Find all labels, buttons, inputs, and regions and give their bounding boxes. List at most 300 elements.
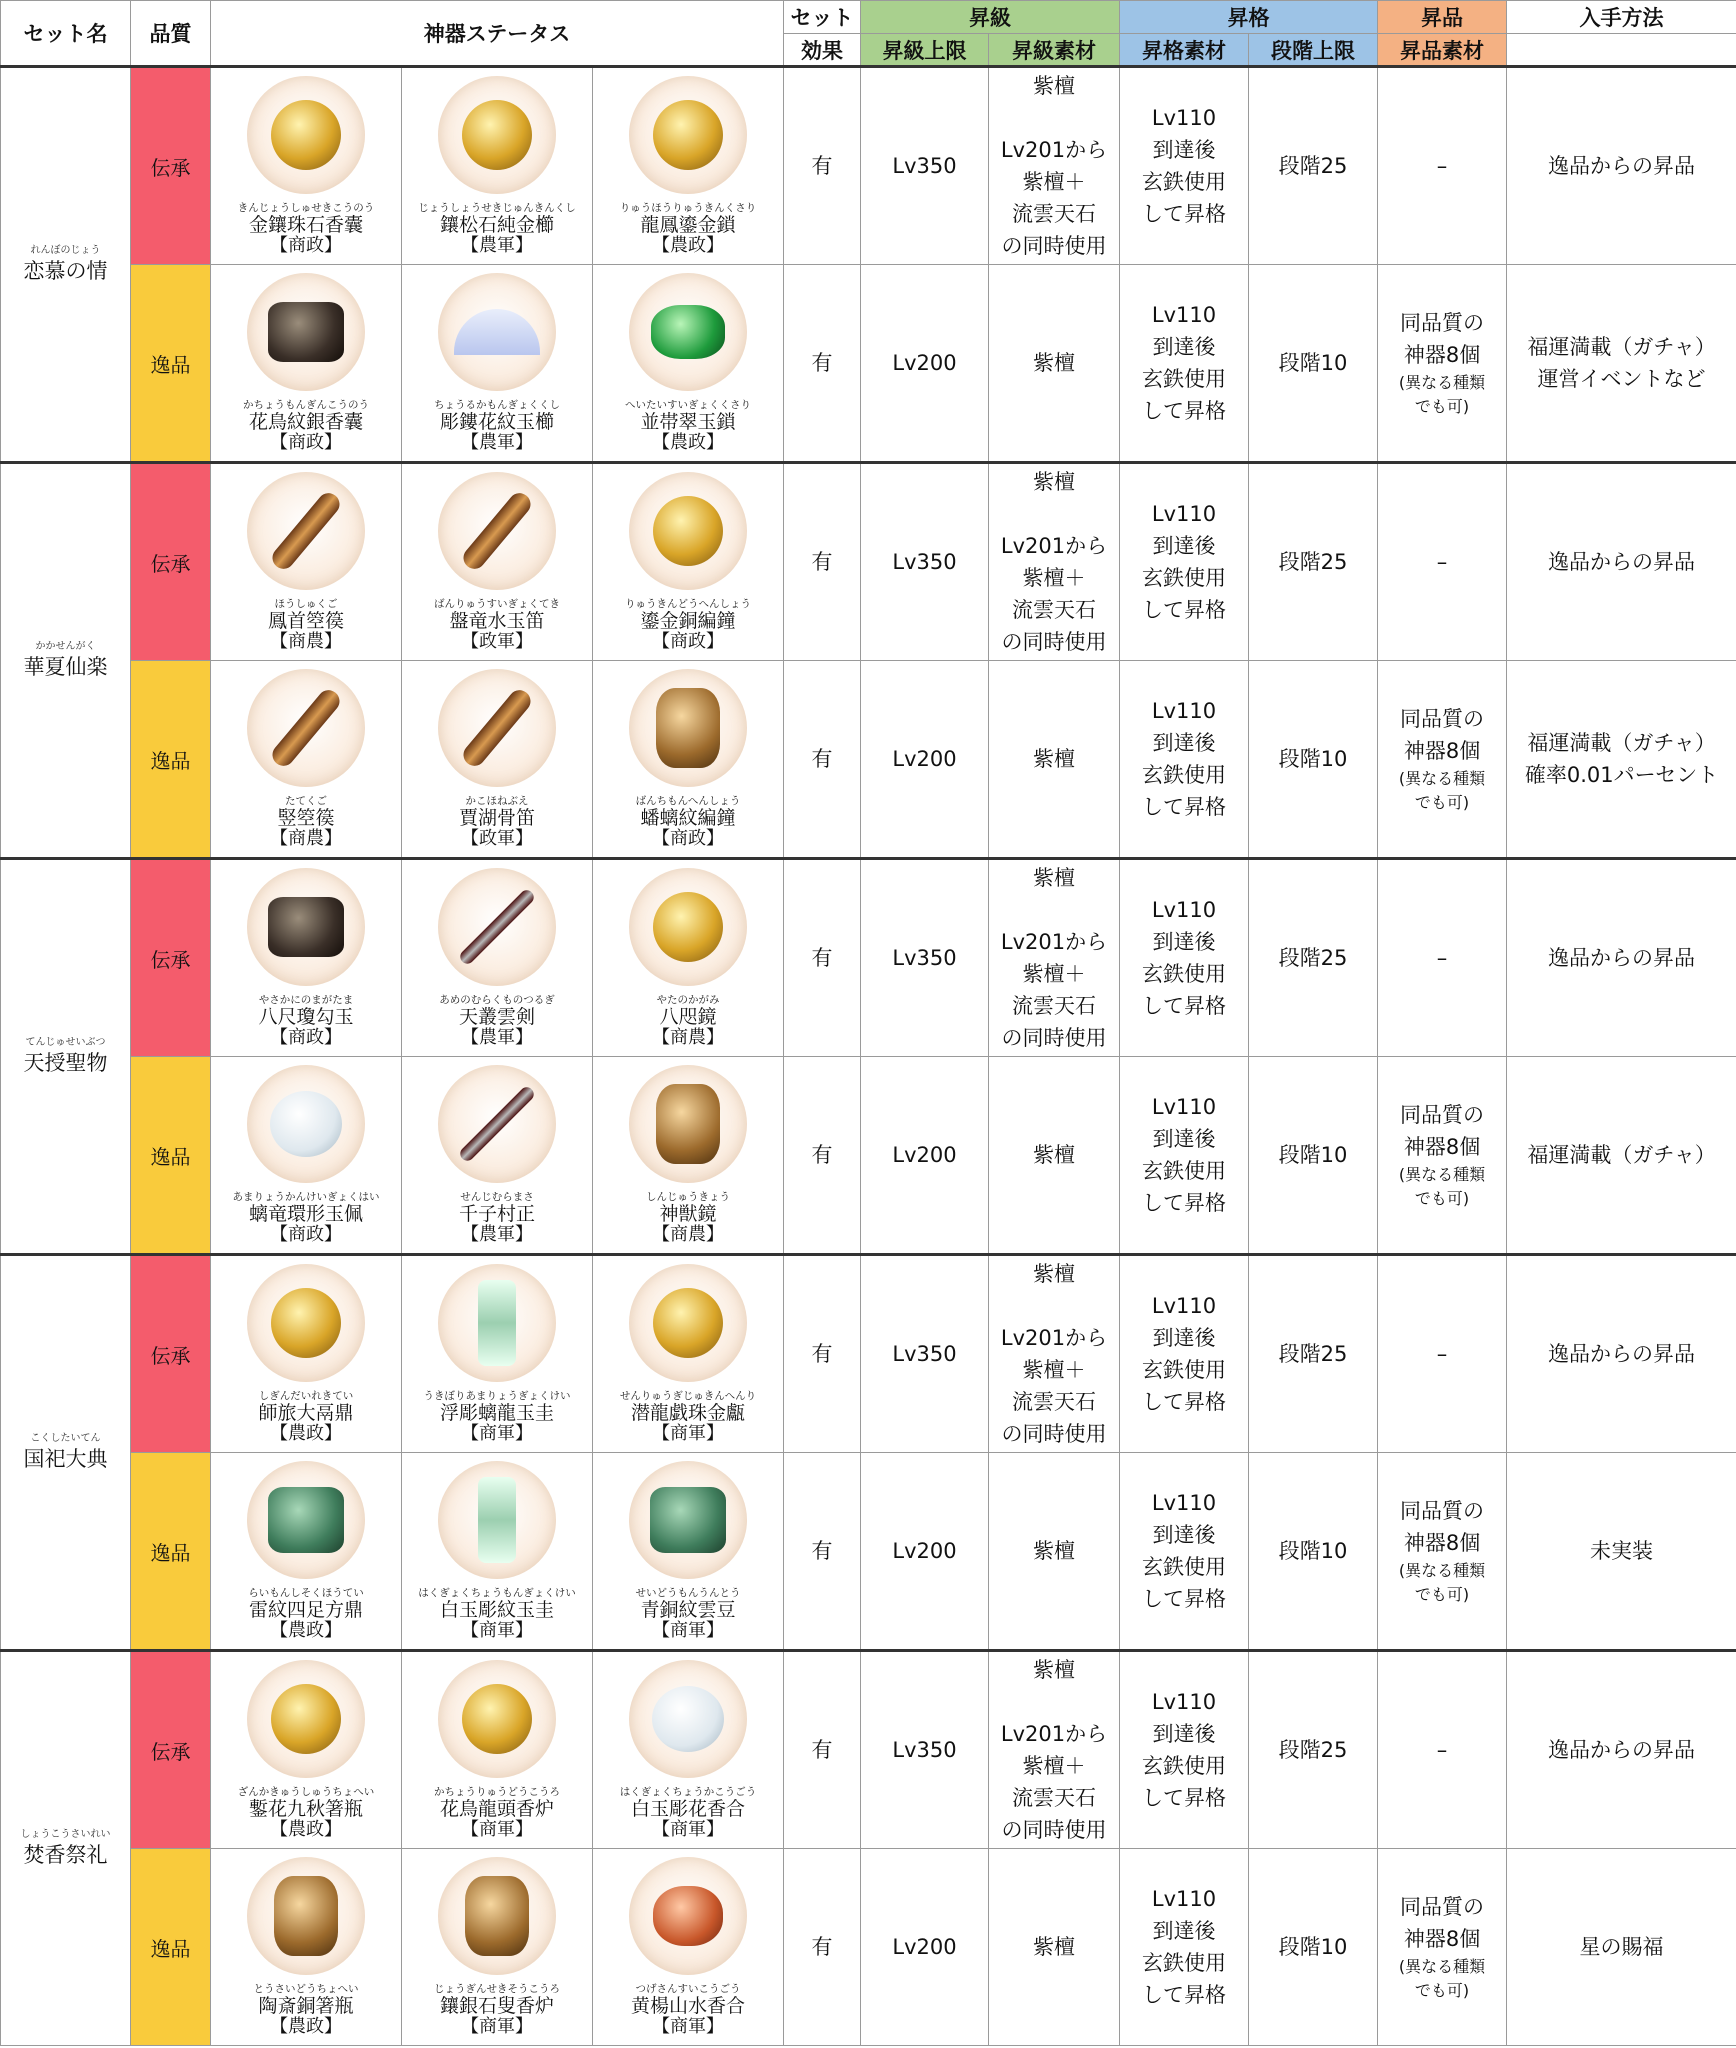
artifact-ruby: ばんちもんへんしょう — [635, 795, 741, 807]
acquire-method — [1507, 1651, 1736, 1849]
cell-line: 確率0.01パーセント — [1524, 763, 1719, 787]
header-shohin-material: 昇品素材 — [1378, 34, 1507, 67]
artifact-art — [457, 1084, 536, 1163]
cell-line: の同時使用 — [1001, 234, 1107, 258]
shokaku-material — [1120, 1453, 1249, 1651]
artifact-art — [274, 1876, 338, 1956]
quality-badge-denshou: 伝承 — [131, 1651, 211, 1849]
artifact-tag: 【商軍】 — [652, 1620, 725, 1642]
jade-artifact-icon — [629, 273, 747, 391]
header-shokaku: 昇格 — [1120, 1, 1378, 34]
artifact-name: 八尺瓊勾玉 — [258, 1005, 354, 1028]
cell-line: (異なる種類 — [1398, 1561, 1486, 1580]
artifact-cell — [593, 859, 784, 1057]
artifact-ruby: うきぼりあまりょうぎょくけい — [423, 1390, 571, 1402]
artifact-name: 神獣鏡 — [659, 1202, 717, 1225]
artifact-tag: 【商政】 — [270, 1224, 342, 1246]
cell-line: の同時使用 — [1001, 1422, 1107, 1446]
cell-line: 逸品からの昇品 — [1548, 1738, 1696, 1762]
set-effect: 有 — [784, 1453, 861, 1651]
artifact-cell — [593, 661, 784, 859]
cell-line: 紫檀 — [1033, 74, 1076, 98]
artifact-name: 賈湖骨笛 — [458, 806, 535, 829]
stage-limit: 段階25 — [1249, 1255, 1378, 1453]
artifact — [402, 1453, 592, 1649]
shokaku-material — [1120, 1057, 1249, 1255]
artifact-ruby: あまりょうかんけいぎょくはい — [232, 1191, 380, 1203]
artifact-tag: 【政軍】 — [461, 631, 533, 653]
artifact — [211, 464, 401, 660]
gold-artifact-icon — [629, 472, 747, 590]
artifact-art — [653, 892, 723, 962]
set-name-cell — [1, 859, 131, 1255]
cell-line: 到達後 — [1152, 1722, 1216, 1746]
header-set-effect-2: 効果 — [784, 34, 861, 67]
artifact — [402, 1256, 592, 1452]
cell-line: 到達後 — [1152, 335, 1216, 359]
shokyu-material — [989, 463, 1120, 661]
artifact-name: 鳳首箜篌 — [267, 609, 344, 632]
artifact-art — [652, 1686, 724, 1752]
acquire-method — [1507, 265, 1736, 463]
artifact-name: 白玉彫花香合 — [631, 1797, 746, 1820]
artifact-ruby: せんじむらまさ — [460, 1191, 534, 1203]
table-row — [1, 1849, 1736, 2046]
cell-line: 同品質の — [1400, 707, 1485, 731]
cell-line: 玄鉄使用 — [1142, 1358, 1227, 1382]
artifact-ruby: はくぎょくちょうかこうごう — [619, 1786, 757, 1798]
artifact-cell — [593, 1057, 784, 1255]
set-effect: 有 — [784, 1849, 861, 2046]
set-effect: 有 — [784, 1651, 861, 1849]
cell-line: 到達後 — [1152, 1127, 1216, 1151]
artifact-ruby: りゅうきんどうへんしょう — [625, 598, 752, 610]
artifact-art — [462, 100, 532, 170]
artifact-cell — [402, 1849, 593, 2046]
shokaku-material — [1120, 463, 1249, 661]
cell-line: 運営イベントなど — [1537, 367, 1706, 391]
jadeslab-artifact-icon — [438, 1461, 556, 1579]
artifact-tag: 【農軍】 — [461, 235, 533, 257]
cell-line: 紫檀 — [1033, 1262, 1076, 1286]
artifact-ruby: ちょうるかもんぎょくくし — [434, 399, 560, 411]
cell-line: の同時使用 — [1001, 1026, 1107, 1050]
artifact-name: 青銅紋雲豆 — [640, 1598, 736, 1621]
jadeslab-artifact-icon — [438, 1264, 556, 1382]
artifact-name: 蟠螭紋編鐘 — [640, 806, 736, 829]
cell-line: Lv110 — [1151, 1690, 1217, 1714]
table-row — [1, 1651, 1736, 1849]
quality-badge-itsupin: 逸品 — [131, 1849, 211, 2046]
artifact-name: 陶斎銅箸瓶 — [258, 1994, 354, 2017]
artifact-tag: 【農政】 — [270, 1620, 342, 1642]
artifact-name: 盤竜水玉笛 — [449, 609, 545, 632]
artifact-cell — [593, 1453, 784, 1651]
set-name-ruby: れんぼのじょう — [30, 244, 101, 256]
acquire-method — [1507, 1255, 1736, 1453]
cell-line — [989, 894, 1119, 926]
cell-line: して昇格 — [1142, 598, 1227, 622]
set-name: 国祀大典 — [23, 1446, 108, 1471]
artifact-cell — [402, 1057, 593, 1255]
artifact-tag: 【商軍】 — [461, 1423, 533, 1445]
shohin-material — [1378, 1849, 1507, 2046]
bronze-artifact-icon — [629, 1065, 747, 1183]
gold-artifact-icon — [438, 1660, 556, 1778]
cell-line: (異なる種類 — [1398, 1165, 1486, 1184]
artifact-ruby: かちょうりゅうどうこうろ — [434, 1786, 560, 1798]
artifact-tag: 【農政】 — [270, 1819, 342, 1841]
artifact-art — [271, 1684, 341, 1754]
artifact-ruby: ばんりゅうすいぎょくてき — [434, 598, 560, 610]
cell-line: 同品質の — [1400, 1499, 1485, 1523]
shohin-material: – — [1378, 859, 1507, 1057]
artifact-ruby: かちょうもんぎんこうのう — [243, 399, 369, 411]
quality-badge-denshou: 伝承 — [131, 67, 211, 265]
shokyu-limit: Lv200 — [861, 1453, 989, 1651]
artifact-tag: 【商農】 — [270, 828, 342, 850]
cell-line: 逸品からの昇品 — [1548, 154, 1696, 178]
shokaku-material — [1120, 265, 1249, 463]
artifact — [593, 1652, 783, 1848]
set-name-ruby: こくしたいてん — [30, 1432, 101, 1444]
artifact-ruby: へいたいすいぎょくくさり — [625, 399, 752, 411]
artifact — [211, 68, 401, 264]
cell-line: の同時使用 — [1001, 1818, 1107, 1842]
shokyu-material: 紫檀 — [989, 1057, 1120, 1255]
artifact-tag: 【商農】 — [270, 631, 342, 653]
sword-artifact-icon — [438, 1065, 556, 1183]
set-name-ruby: てんじゅせいぶつ — [25, 1036, 106, 1048]
cell-line: 紫檀 — [1033, 1658, 1076, 1682]
stage-limit: 段階25 — [1249, 1651, 1378, 1849]
artifact — [593, 265, 783, 461]
cell-line: 到達後 — [1152, 1326, 1216, 1350]
shokyu-limit: Lv350 — [861, 859, 989, 1057]
artifact-name: 花鳥紋銀香囊 — [248, 410, 363, 433]
cell-line: 神器8個 — [1403, 1135, 1481, 1159]
set-name: 恋慕の情 — [23, 258, 108, 283]
rod-artifact-icon — [247, 472, 365, 590]
header-set-effect-1: セット — [784, 1, 861, 34]
artifact-art — [656, 1084, 720, 1164]
shokaku-material — [1120, 1651, 1249, 1849]
white-artifact-icon — [247, 1065, 365, 1183]
cell-line — [989, 102, 1119, 134]
acquire-method — [1507, 1057, 1736, 1255]
header-shohin: 昇品 — [1378, 1, 1507, 34]
artifact-cell — [593, 463, 784, 661]
artifact-cell — [402, 67, 593, 265]
cell-line: の同時使用 — [1001, 630, 1107, 654]
artifact-name: 鎏金銅編鐘 — [640, 609, 736, 632]
artifact-art — [270, 1091, 342, 1157]
cell-line: して昇格 — [1142, 399, 1227, 423]
green-artifact-icon — [629, 1461, 747, 1579]
stage-limit: 段階25 — [1249, 463, 1378, 661]
gold-artifact-icon — [247, 76, 365, 194]
cell-line: 玄鉄使用 — [1142, 962, 1227, 986]
cell-line: (異なる種類 — [1398, 1957, 1486, 1976]
artifact-ruby: しんじゅうきょう — [646, 1191, 731, 1203]
cell-line: 流雲天石 — [1012, 598, 1097, 622]
shokyu-limit: Lv350 — [861, 463, 989, 661]
artifact-ruby: あめのむらくものつるぎ — [439, 994, 555, 1006]
cell-line: 到達後 — [1152, 534, 1216, 558]
shohin-material: – — [1378, 1255, 1507, 1453]
bronze-artifact-icon — [438, 1857, 556, 1975]
quality-badge-itsupin: 逸品 — [131, 661, 211, 859]
cell-line — [989, 1290, 1119, 1322]
artifact-name: 師旅大鬲鼎 — [258, 1401, 354, 1424]
set-effect: 有 — [784, 463, 861, 661]
cell-line: して昇格 — [1142, 1786, 1227, 1810]
acquire-method — [1507, 661, 1736, 859]
cell-line — [989, 498, 1119, 530]
shohin-material — [1378, 265, 1507, 463]
artifact-ruby: やさかにのまがたま — [258, 994, 354, 1006]
set-name: 天授聖物 — [23, 1050, 108, 1075]
cell-line: 逸品からの昇品 — [1548, 550, 1696, 574]
shohin-material — [1378, 661, 1507, 859]
header-status: 神器ステータス — [211, 1, 784, 67]
cell-line: Lv201から — [1000, 1722, 1108, 1746]
header-shokyu-material: 昇級素材 — [989, 34, 1120, 67]
set-effect: 有 — [784, 859, 861, 1057]
shokyu-limit: Lv200 — [861, 265, 989, 463]
shokyu-material: 紫檀 — [989, 1849, 1120, 2046]
cell-line: でも可) — [1414, 397, 1470, 416]
artifact-art — [653, 1288, 723, 1358]
stage-limit: 段階10 — [1249, 661, 1378, 859]
artifact — [593, 1849, 783, 2045]
artifact-cell — [211, 1849, 402, 2046]
artifact-name: 竪箜篌 — [277, 806, 335, 829]
artifact — [402, 68, 592, 264]
set-effect: 有 — [784, 265, 861, 463]
cell-line: 到達後 — [1152, 930, 1216, 954]
cell-line: 神器8個 — [1403, 739, 1481, 763]
artifact-cell — [402, 859, 593, 1057]
artifact-tag: 【商政】 — [652, 828, 725, 850]
artifact-ruby: たてくご — [285, 795, 327, 807]
artifact-art — [459, 686, 535, 771]
shokyu-material: 紫檀 — [989, 1453, 1120, 1651]
set-name-ruby: しょうこうさいれい — [20, 1828, 111, 1840]
artifact-cell — [402, 1651, 593, 1849]
header-acquire: 入手方法 — [1507, 1, 1736, 34]
artifact — [593, 1057, 783, 1253]
artifact — [593, 464, 783, 660]
artifact-name: 並帯翠玉鎖 — [640, 410, 736, 433]
stage-limit: 段階10 — [1249, 1849, 1378, 2046]
cell-line: 同品質の — [1400, 1103, 1485, 1127]
artifact-name: 天叢雲剣 — [458, 1005, 535, 1028]
shokyu-material — [989, 67, 1120, 265]
artifact-cell — [402, 265, 593, 463]
artifact-tag: 【農軍】 — [461, 1224, 533, 1246]
cell-line: 到達後 — [1152, 138, 1216, 162]
artifact-cell — [593, 67, 784, 265]
cell-line: Lv110 — [1151, 106, 1217, 130]
artifact-name: 金鑲珠石香囊 — [248, 213, 363, 236]
artifact-art — [653, 1886, 723, 1946]
artifact-tag: 【政軍】 — [461, 828, 533, 850]
artifact-tag: 【農軍】 — [461, 1027, 533, 1049]
artifact-art — [650, 1487, 726, 1553]
shokyu-limit: Lv350 — [861, 1651, 989, 1849]
cell-line: でも可) — [1414, 1585, 1470, 1604]
cell-line: Lv110 — [1151, 1491, 1217, 1515]
cell-line: して昇格 — [1142, 1191, 1227, 1215]
artifact-tag: 【商政】 — [270, 235, 342, 257]
artifact-art — [457, 887, 536, 966]
cell-line: 紫檀＋ — [1022, 962, 1086, 986]
table-row — [1, 67, 1736, 265]
cell-line: 神器8個 — [1403, 1531, 1481, 1555]
artifact-tag: 【商農】 — [652, 1224, 725, 1246]
artifact — [211, 1057, 401, 1253]
cell-line: Lv110 — [1151, 502, 1217, 526]
artifact-ruby: せんりゅうぎじゅきんへんり — [619, 1390, 757, 1402]
cell-line: Lv110 — [1151, 699, 1217, 723]
artifact-ruby: つげさんすいこうごう — [635, 1983, 741, 1995]
cell-line: して昇格 — [1142, 1983, 1227, 2007]
cell-line: Lv201から — [1000, 1326, 1108, 1350]
artifact-name: 雷紋四足方鼎 — [248, 1598, 363, 1621]
artifact-name: 鑲松石純金櫛 — [439, 213, 554, 236]
artifact-ruby: せいどうもんうんとう — [635, 1587, 741, 1599]
gold-artifact-icon — [629, 1264, 747, 1382]
artifact — [593, 661, 783, 857]
bronze-artifact-icon — [247, 1857, 365, 1975]
cell-line: 神器8個 — [1403, 1927, 1481, 1951]
shokaku-material — [1120, 859, 1249, 1057]
cell-line: 玄鉄使用 — [1142, 367, 1227, 391]
cell-line: 星の賜福 — [1579, 1935, 1664, 1959]
table-row — [1, 1453, 1736, 1651]
cell-line: して昇格 — [1142, 1390, 1227, 1414]
stage-limit: 段階10 — [1249, 1453, 1378, 1651]
set-effect: 有 — [784, 67, 861, 265]
artifact-name: 鏨花九秋箸瓶 — [248, 1797, 363, 1820]
cell-line: 同品質の — [1400, 311, 1485, 335]
cell-line: 福運満載（ガチャ） — [1527, 731, 1716, 755]
artifact-cell — [211, 661, 402, 859]
cell-line: 逸品からの昇品 — [1548, 1342, 1696, 1366]
artifact-art — [271, 100, 341, 170]
cell-line: 福運満載（ガチャ） — [1527, 1143, 1716, 1167]
cell-line: して昇格 — [1142, 202, 1227, 226]
cell-line: 神器8個 — [1403, 343, 1481, 367]
artifact-tag: 【農軍】 — [461, 432, 533, 454]
cell-line: して昇格 — [1142, 994, 1227, 1018]
set-name-cell — [1, 67, 131, 463]
artifact-ruby: はくぎょくちょうもんぎょくけい — [418, 1587, 576, 1599]
shokyu-material — [989, 1651, 1120, 1849]
artifact-art — [459, 489, 535, 574]
artifact-name: 黄楊山水香合 — [631, 1994, 746, 2017]
artifact — [593, 68, 783, 264]
cell-line: Lv110 — [1151, 1887, 1217, 1911]
gold-artifact-icon — [629, 868, 747, 986]
acquire-method — [1507, 859, 1736, 1057]
table-row — [1, 1057, 1736, 1255]
cell-line: 流雲天石 — [1012, 202, 1097, 226]
cell-line: 玄鉄使用 — [1142, 170, 1227, 194]
set-effect: 有 — [784, 661, 861, 859]
header-acquire-blank — [1507, 34, 1736, 67]
artifact-ruby: りゅうほうりゅうきんくさり — [619, 202, 757, 214]
header-shokyu: 昇級 — [861, 1, 1120, 34]
cell-line: Lv110 — [1151, 898, 1217, 922]
artifact — [402, 1652, 592, 1848]
stage-limit: 段階25 — [1249, 859, 1378, 1057]
cell-line: 紫檀＋ — [1022, 170, 1086, 194]
acquire-method — [1507, 1453, 1736, 1651]
cell-line: 到達後 — [1152, 731, 1216, 755]
table-body — [1, 67, 1736, 2046]
shokyu-limit: Lv350 — [861, 67, 989, 265]
artifact-ruby: ほうしゅくご — [274, 598, 338, 610]
stage-limit: 段階10 — [1249, 1057, 1378, 1255]
table-row — [1, 1255, 1736, 1453]
shohin-material: – — [1378, 67, 1507, 265]
artifact-name: 千子村正 — [458, 1202, 535, 1225]
cell-line: Lv201から — [1000, 138, 1108, 162]
artifact-tag: 【商軍】 — [652, 1819, 725, 1841]
artifact-name: 鑲銀石叟香炉 — [439, 1994, 554, 2017]
rod-artifact-icon — [247, 669, 365, 787]
artifact-name: 浮彫螭龍玉圭 — [439, 1401, 554, 1424]
set-name: 焚香祭礼 — [23, 1842, 108, 1867]
cell-line: して昇格 — [1142, 1587, 1227, 1611]
green-artifact-icon — [247, 1461, 365, 1579]
artifact — [402, 860, 592, 1056]
artifact-ruby: ざんかきゅうしゅうちょへい — [237, 1786, 375, 1798]
artifact-ruby: きんじょうしゅせきこうのう — [237, 202, 375, 214]
artifact-tag: 【商政】 — [270, 1027, 342, 1049]
table-row — [1, 265, 1736, 463]
artifact-ruby: とうさいどうちょへい — [253, 1983, 359, 1995]
acquire-method — [1507, 463, 1736, 661]
artifact-art — [653, 100, 723, 170]
artifact — [402, 464, 592, 660]
gold-artifact-icon — [438, 76, 556, 194]
cell-line: Lv110 — [1151, 1095, 1217, 1119]
cell-line: 福運満載（ガチャ） — [1527, 335, 1716, 359]
cell-line: 流雲天石 — [1012, 994, 1097, 1018]
artifact-art — [653, 496, 723, 566]
bronze-artifact-icon — [629, 669, 747, 787]
cell-line: して昇格 — [1142, 795, 1227, 819]
header-quality: 品質 — [131, 1, 211, 67]
artifact — [211, 860, 401, 1056]
rod-artifact-icon — [438, 472, 556, 590]
artifact-tag: 【商軍】 — [652, 2016, 725, 2038]
artifact — [402, 265, 592, 461]
set-effect: 有 — [784, 1255, 861, 1453]
artifact-tag: 【商政】 — [270, 432, 342, 454]
set-name-cell — [1, 463, 131, 859]
artifact — [211, 1453, 401, 1649]
cell-line: 玄鉄使用 — [1142, 763, 1227, 787]
artifact-name: 彫鏤花紋玉櫛 — [439, 410, 554, 433]
shokyu-limit: Lv350 — [861, 1255, 989, 1453]
sword-artifact-icon — [438, 868, 556, 986]
gold-artifact-icon — [247, 1264, 365, 1382]
cell-line: 玄鉄使用 — [1142, 1951, 1227, 1975]
